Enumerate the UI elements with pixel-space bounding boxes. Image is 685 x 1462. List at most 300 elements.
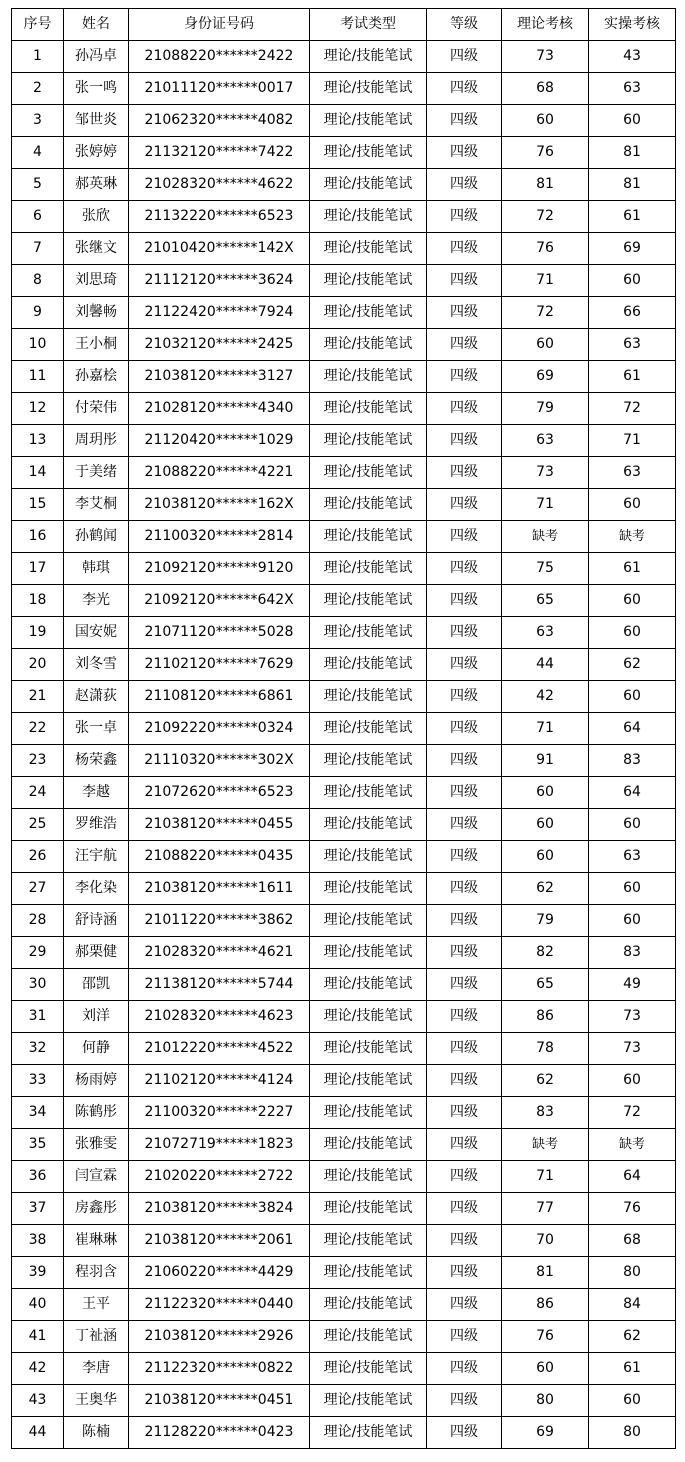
cell-name: 邹世炎 bbox=[64, 105, 129, 137]
cell-index: 9 bbox=[12, 297, 64, 329]
cell-exam-type: 理论/技能笔试 bbox=[310, 137, 427, 169]
cell-index: 3 bbox=[12, 105, 64, 137]
cell-practical-score: 72 bbox=[589, 393, 676, 425]
cell-practical-score: 60 bbox=[589, 265, 676, 297]
cell-name: 付荣伟 bbox=[64, 393, 129, 425]
cell-practical-score: 61 bbox=[589, 1353, 676, 1385]
cell-exam-type: 理论/技能笔试 bbox=[310, 649, 427, 681]
cell-theory-score: 68 bbox=[502, 73, 589, 105]
cell-id-number: 21088220******2422 bbox=[129, 41, 310, 73]
table-row bbox=[12, 265, 676, 297]
cell-index: 14 bbox=[12, 457, 64, 489]
cell-level: 四级 bbox=[427, 1385, 502, 1417]
cell-level: 四级 bbox=[427, 361, 502, 393]
cell-exam-type: 理论/技能笔试 bbox=[310, 265, 427, 297]
cell-level: 四级 bbox=[427, 393, 502, 425]
cell-name: 孙冯卓 bbox=[64, 41, 129, 73]
cell-name: 王平 bbox=[64, 1289, 129, 1321]
cell-theory-score: 60 bbox=[502, 777, 589, 809]
cell-id-number: 21132220******6523 bbox=[129, 201, 310, 233]
header-id-number: 身份证号码 bbox=[129, 9, 310, 41]
cell-theory-score: 60 bbox=[502, 809, 589, 841]
cell-exam-type: 理论/技能笔试 bbox=[310, 1193, 427, 1225]
cell-name: 闫宣霖 bbox=[64, 1161, 129, 1193]
cell-index: 44 bbox=[12, 1417, 64, 1449]
table-row bbox=[12, 1225, 676, 1257]
cell-name: 李光 bbox=[64, 585, 129, 617]
cell-practical-score: 60 bbox=[589, 809, 676, 841]
table-row bbox=[12, 1385, 676, 1417]
cell-level: 四级 bbox=[427, 553, 502, 585]
cell-level: 四级 bbox=[427, 1065, 502, 1097]
table-row bbox=[12, 873, 676, 905]
cell-exam-type: 理论/技能笔试 bbox=[310, 937, 427, 969]
cell-practical-score: 61 bbox=[589, 201, 676, 233]
cell-theory-score: 63 bbox=[502, 617, 589, 649]
cell-practical-score: 63 bbox=[589, 841, 676, 873]
cell-theory-score: 79 bbox=[502, 905, 589, 937]
cell-theory-score: 71 bbox=[502, 265, 589, 297]
cell-exam-type: 理论/技能笔试 bbox=[310, 841, 427, 873]
cell-name: 程羽含 bbox=[64, 1257, 129, 1289]
cell-name: 刘馨畅 bbox=[64, 297, 129, 329]
cell-level: 四级 bbox=[427, 265, 502, 297]
cell-id-number: 21088220******4221 bbox=[129, 457, 310, 489]
cell-practical-score: 63 bbox=[589, 329, 676, 361]
table-row bbox=[12, 649, 676, 681]
cell-id-number: 21011220******3862 bbox=[129, 905, 310, 937]
cell-index: 7 bbox=[12, 233, 64, 265]
cell-id-number: 21122320******0440 bbox=[129, 1289, 310, 1321]
cell-name: 周玥彤 bbox=[64, 425, 129, 457]
table-row bbox=[12, 1417, 676, 1449]
cell-exam-type: 理论/技能笔试 bbox=[310, 1289, 427, 1321]
cell-theory-score: 62 bbox=[502, 1065, 589, 1097]
cell-theory-score: 42 bbox=[502, 681, 589, 713]
cell-level: 四级 bbox=[427, 489, 502, 521]
cell-index: 19 bbox=[12, 617, 64, 649]
cell-id-number: 21032120******2425 bbox=[129, 329, 310, 361]
cell-id-number: 21138120******5744 bbox=[129, 969, 310, 1001]
cell-level: 四级 bbox=[427, 1289, 502, 1321]
cell-exam-type: 理论/技能笔试 bbox=[310, 1385, 427, 1417]
cell-level: 四级 bbox=[427, 137, 502, 169]
cell-level: 四级 bbox=[427, 105, 502, 137]
cell-exam-type: 理论/技能笔试 bbox=[310, 329, 427, 361]
cell-theory-score: 62 bbox=[502, 873, 589, 905]
table-row bbox=[12, 1321, 676, 1353]
cell-id-number: 21122420******7924 bbox=[129, 297, 310, 329]
cell-name: 邵凯 bbox=[64, 969, 129, 1001]
cell-exam-type: 理论/技能笔试 bbox=[310, 361, 427, 393]
cell-name: 刘思琦 bbox=[64, 265, 129, 297]
cell-exam-type: 理论/技能笔试 bbox=[310, 393, 427, 425]
cell-level: 四级 bbox=[427, 297, 502, 329]
cell-level: 四级 bbox=[427, 233, 502, 265]
cell-practical-score: 81 bbox=[589, 169, 676, 201]
cell-name: 赵潇荻 bbox=[64, 681, 129, 713]
table-row bbox=[12, 553, 676, 585]
table-row bbox=[12, 393, 676, 425]
cell-theory-score: 缺考 bbox=[502, 1129, 589, 1161]
cell-level: 四级 bbox=[427, 1001, 502, 1033]
header-exam-type: 考试类型 bbox=[310, 9, 427, 41]
cell-practical-score: 62 bbox=[589, 649, 676, 681]
table-row bbox=[12, 1193, 676, 1225]
cell-index: 38 bbox=[12, 1225, 64, 1257]
cell-name: 张一鸣 bbox=[64, 73, 129, 105]
cell-id-number: 21132120******7422 bbox=[129, 137, 310, 169]
cell-theory-score: 81 bbox=[502, 1257, 589, 1289]
cell-level: 四级 bbox=[427, 457, 502, 489]
cell-practical-score: 62 bbox=[589, 1321, 676, 1353]
cell-practical-score: 71 bbox=[589, 425, 676, 457]
cell-practical-score: 64 bbox=[589, 1161, 676, 1193]
table-row bbox=[12, 201, 676, 233]
cell-theory-score: 86 bbox=[502, 1001, 589, 1033]
cell-id-number: 21028320******4622 bbox=[129, 169, 310, 201]
table-row bbox=[12, 137, 676, 169]
header-name: 姓名 bbox=[64, 9, 129, 41]
cell-exam-type: 理论/技能笔试 bbox=[310, 1353, 427, 1385]
table-row bbox=[12, 681, 676, 713]
cell-level: 四级 bbox=[427, 201, 502, 233]
cell-level: 四级 bbox=[427, 1161, 502, 1193]
cell-index: 17 bbox=[12, 553, 64, 585]
cell-practical-score: 60 bbox=[589, 585, 676, 617]
cell-level: 四级 bbox=[427, 1193, 502, 1225]
cell-practical-score: 73 bbox=[589, 1001, 676, 1033]
cell-exam-type: 理论/技能笔试 bbox=[310, 1001, 427, 1033]
cell-practical-score: 63 bbox=[589, 73, 676, 105]
cell-name: 房鑫彤 bbox=[64, 1193, 129, 1225]
cell-exam-type: 理论/技能笔试 bbox=[310, 809, 427, 841]
cell-exam-type: 理论/技能笔试 bbox=[310, 585, 427, 617]
cell-theory-score: 65 bbox=[502, 585, 589, 617]
cell-id-number: 21060220******4429 bbox=[129, 1257, 310, 1289]
cell-theory-score: 71 bbox=[502, 489, 589, 521]
cell-index: 42 bbox=[12, 1353, 64, 1385]
cell-level: 四级 bbox=[427, 169, 502, 201]
cell-exam-type: 理论/技能笔试 bbox=[310, 489, 427, 521]
cell-level: 四级 bbox=[427, 1417, 502, 1449]
cell-level: 四级 bbox=[427, 617, 502, 649]
cell-theory-score: 71 bbox=[502, 713, 589, 745]
table-row bbox=[12, 425, 676, 457]
cell-exam-type: 理论/技能笔试 bbox=[310, 1417, 427, 1449]
cell-level: 四级 bbox=[427, 73, 502, 105]
cell-id-number: 21020220******2722 bbox=[129, 1161, 310, 1193]
cell-name: 孙鹤闻 bbox=[64, 521, 129, 553]
cell-level: 四级 bbox=[427, 329, 502, 361]
header-index: 序号 bbox=[12, 9, 64, 41]
cell-index: 6 bbox=[12, 201, 64, 233]
table-row bbox=[12, 617, 676, 649]
cell-name: 李艾桐 bbox=[64, 489, 129, 521]
cell-level: 四级 bbox=[427, 713, 502, 745]
cell-id-number: 21102120******7629 bbox=[129, 649, 310, 681]
cell-level: 四级 bbox=[427, 1353, 502, 1385]
cell-id-number: 21038120******2926 bbox=[129, 1321, 310, 1353]
cell-level: 四级 bbox=[427, 937, 502, 969]
cell-name: 张雅雯 bbox=[64, 1129, 129, 1161]
table-row bbox=[12, 233, 676, 265]
cell-index: 1 bbox=[12, 41, 64, 73]
table-row bbox=[12, 41, 676, 73]
table-header-row bbox=[12, 9, 676, 41]
cell-exam-type: 理论/技能笔试 bbox=[310, 1097, 427, 1129]
cell-theory-score: 69 bbox=[502, 361, 589, 393]
cell-practical-score: 72 bbox=[589, 1097, 676, 1129]
table-row bbox=[12, 585, 676, 617]
cell-level: 四级 bbox=[427, 649, 502, 681]
cell-index: 20 bbox=[12, 649, 64, 681]
cell-name: 于美绪 bbox=[64, 457, 129, 489]
cell-theory-score: 73 bbox=[502, 457, 589, 489]
cell-practical-score: 81 bbox=[589, 137, 676, 169]
cell-name: 杨荣鑫 bbox=[64, 745, 129, 777]
cell-theory-score: 78 bbox=[502, 1033, 589, 1065]
cell-id-number: 21092120******9120 bbox=[129, 553, 310, 585]
cell-id-number: 21110320******302X bbox=[129, 745, 310, 777]
cell-exam-type: 理论/技能笔试 bbox=[310, 617, 427, 649]
cell-id-number: 21038120******3824 bbox=[129, 1193, 310, 1225]
cell-id-number: 21011120******0017 bbox=[129, 73, 310, 105]
cell-id-number: 21028320******4621 bbox=[129, 937, 310, 969]
cell-practical-score: 43 bbox=[589, 41, 676, 73]
table-row bbox=[12, 1257, 676, 1289]
cell-theory-score: 72 bbox=[502, 201, 589, 233]
cell-theory-score: 60 bbox=[502, 329, 589, 361]
cell-theory-score: 82 bbox=[502, 937, 589, 969]
cell-name: 陈鹤彤 bbox=[64, 1097, 129, 1129]
cell-exam-type: 理论/技能笔试 bbox=[310, 105, 427, 137]
cell-practical-score: 69 bbox=[589, 233, 676, 265]
cell-level: 四级 bbox=[427, 1321, 502, 1353]
table-row bbox=[12, 1001, 676, 1033]
cell-level: 四级 bbox=[427, 41, 502, 73]
cell-level: 四级 bbox=[427, 809, 502, 841]
cell-exam-type: 理论/技能笔试 bbox=[310, 777, 427, 809]
cell-index: 31 bbox=[12, 1001, 64, 1033]
cell-name: 张继文 bbox=[64, 233, 129, 265]
cell-level: 四级 bbox=[427, 681, 502, 713]
cell-index: 43 bbox=[12, 1385, 64, 1417]
cell-name: 孙嘉桧 bbox=[64, 361, 129, 393]
cell-level: 四级 bbox=[427, 905, 502, 937]
cell-theory-score: 80 bbox=[502, 1385, 589, 1417]
cell-level: 四级 bbox=[427, 841, 502, 873]
cell-name: 张一卓 bbox=[64, 713, 129, 745]
cell-exam-type: 理论/技能笔试 bbox=[310, 873, 427, 905]
cell-theory-score: 63 bbox=[502, 425, 589, 457]
cell-practical-score: 83 bbox=[589, 745, 676, 777]
table-row bbox=[12, 329, 676, 361]
cell-index: 27 bbox=[12, 873, 64, 905]
cell-level: 四级 bbox=[427, 873, 502, 905]
cell-index: 5 bbox=[12, 169, 64, 201]
cell-index: 40 bbox=[12, 1289, 64, 1321]
cell-index: 24 bbox=[12, 777, 64, 809]
cell-theory-score: 70 bbox=[502, 1225, 589, 1257]
cell-exam-type: 理论/技能笔试 bbox=[310, 41, 427, 73]
cell-theory-score: 44 bbox=[502, 649, 589, 681]
cell-id-number: 21028320******4623 bbox=[129, 1001, 310, 1033]
cell-exam-type: 理论/技能笔试 bbox=[310, 425, 427, 457]
cell-theory-score: 65 bbox=[502, 969, 589, 1001]
cell-exam-type: 理论/技能笔试 bbox=[310, 233, 427, 265]
cell-practical-score: 60 bbox=[589, 489, 676, 521]
cell-index: 35 bbox=[12, 1129, 64, 1161]
cell-theory-score: 86 bbox=[502, 1289, 589, 1321]
cell-index: 26 bbox=[12, 841, 64, 873]
cell-practical-score: 80 bbox=[589, 1257, 676, 1289]
cell-exam-type: 理论/技能笔试 bbox=[310, 169, 427, 201]
cell-name: 汪宇航 bbox=[64, 841, 129, 873]
cell-name: 李化染 bbox=[64, 873, 129, 905]
table-row bbox=[12, 1353, 676, 1385]
cell-index: 21 bbox=[12, 681, 64, 713]
cell-name: 郝栗健 bbox=[64, 937, 129, 969]
table-row bbox=[12, 521, 676, 553]
cell-level: 四级 bbox=[427, 585, 502, 617]
cell-exam-type: 理论/技能笔试 bbox=[310, 1161, 427, 1193]
cell-id-number: 21072719******1823 bbox=[129, 1129, 310, 1161]
cell-theory-score: 76 bbox=[502, 137, 589, 169]
cell-name: 郝英琳 bbox=[64, 169, 129, 201]
cell-id-number: 21102120******4124 bbox=[129, 1065, 310, 1097]
cell-name: 何静 bbox=[64, 1033, 129, 1065]
cell-practical-score: 76 bbox=[589, 1193, 676, 1225]
cell-practical-score: 63 bbox=[589, 457, 676, 489]
cell-practical-score: 60 bbox=[589, 1385, 676, 1417]
cell-practical-score: 缺考 bbox=[589, 1129, 676, 1161]
table-row bbox=[12, 1065, 676, 1097]
cell-index: 16 bbox=[12, 521, 64, 553]
cell-exam-type: 理论/技能笔试 bbox=[310, 1321, 427, 1353]
cell-index: 34 bbox=[12, 1097, 64, 1129]
cell-practical-score: 60 bbox=[589, 617, 676, 649]
cell-theory-score: 76 bbox=[502, 233, 589, 265]
cell-index: 12 bbox=[12, 393, 64, 425]
cell-name: 国安妮 bbox=[64, 617, 129, 649]
cell-theory-score: 缺考 bbox=[502, 521, 589, 553]
cell-index: 22 bbox=[12, 713, 64, 745]
cell-id-number: 21120420******1029 bbox=[129, 425, 310, 457]
cell-name: 刘冬雪 bbox=[64, 649, 129, 681]
table-row bbox=[12, 841, 676, 873]
cell-exam-type: 理论/技能笔试 bbox=[310, 1225, 427, 1257]
cell-name: 张欣 bbox=[64, 201, 129, 233]
cell-id-number: 21038120******162X bbox=[129, 489, 310, 521]
table-row bbox=[12, 745, 676, 777]
table-row bbox=[12, 1289, 676, 1321]
cell-theory-score: 60 bbox=[502, 105, 589, 137]
cell-theory-score: 91 bbox=[502, 745, 589, 777]
cell-exam-type: 理论/技能笔试 bbox=[310, 1033, 427, 1065]
cell-theory-score: 60 bbox=[502, 841, 589, 873]
header-theory-score: 理论考核 bbox=[502, 9, 589, 41]
cell-theory-score: 75 bbox=[502, 553, 589, 585]
cell-theory-score: 81 bbox=[502, 169, 589, 201]
cell-name: 张婷婷 bbox=[64, 137, 129, 169]
cell-index: 18 bbox=[12, 585, 64, 617]
table-row bbox=[12, 489, 676, 521]
cell-level: 四级 bbox=[427, 1257, 502, 1289]
table-row bbox=[12, 905, 676, 937]
cell-id-number: 21062320******4082 bbox=[129, 105, 310, 137]
table-row bbox=[12, 937, 676, 969]
cell-index: 8 bbox=[12, 265, 64, 297]
cell-theory-score: 73 bbox=[502, 41, 589, 73]
cell-exam-type: 理论/技能笔试 bbox=[310, 1257, 427, 1289]
cell-practical-score: 61 bbox=[589, 361, 676, 393]
cell-name: 王小桐 bbox=[64, 329, 129, 361]
cell-name: 韩琪 bbox=[64, 553, 129, 585]
cell-level: 四级 bbox=[427, 745, 502, 777]
cell-exam-type: 理论/技能笔试 bbox=[310, 905, 427, 937]
table-body bbox=[12, 41, 676, 1449]
cell-id-number: 21108120******6861 bbox=[129, 681, 310, 713]
table-row bbox=[12, 297, 676, 329]
cell-id-number: 21128220******0423 bbox=[129, 1417, 310, 1449]
cell-name: 陈楠 bbox=[64, 1417, 129, 1449]
cell-practical-score: 60 bbox=[589, 905, 676, 937]
cell-index: 37 bbox=[12, 1193, 64, 1225]
cell-id-number: 21038120******2061 bbox=[129, 1225, 310, 1257]
cell-theory-score: 71 bbox=[502, 1161, 589, 1193]
cell-index: 23 bbox=[12, 745, 64, 777]
cell-exam-type: 理论/技能笔试 bbox=[310, 297, 427, 329]
cell-id-number: 21122320******0822 bbox=[129, 1353, 310, 1385]
cell-name: 刘洋 bbox=[64, 1001, 129, 1033]
cell-name: 舒诗涵 bbox=[64, 905, 129, 937]
cell-exam-type: 理论/技能笔试 bbox=[310, 521, 427, 553]
cell-index: 30 bbox=[12, 969, 64, 1001]
table-row bbox=[12, 777, 676, 809]
table-row bbox=[12, 809, 676, 841]
cell-level: 四级 bbox=[427, 1129, 502, 1161]
table-row bbox=[12, 1161, 676, 1193]
table-row bbox=[12, 1033, 676, 1065]
cell-index: 32 bbox=[12, 1033, 64, 1065]
table-row bbox=[12, 969, 676, 1001]
cell-practical-score: 73 bbox=[589, 1033, 676, 1065]
cell-id-number: 21071120******5028 bbox=[129, 617, 310, 649]
cell-exam-type: 理论/技能笔试 bbox=[310, 457, 427, 489]
cell-index: 41 bbox=[12, 1321, 64, 1353]
table-row bbox=[12, 1097, 676, 1129]
cell-name: 李唐 bbox=[64, 1353, 129, 1385]
cell-id-number: 21100320******2227 bbox=[129, 1097, 310, 1129]
cell-exam-type: 理论/技能笔试 bbox=[310, 969, 427, 1001]
cell-index: 33 bbox=[12, 1065, 64, 1097]
cell-id-number: 21072620******6523 bbox=[129, 777, 310, 809]
cell-index: 2 bbox=[12, 73, 64, 105]
cell-exam-type: 理论/技能笔试 bbox=[310, 73, 427, 105]
cell-index: 10 bbox=[12, 329, 64, 361]
cell-level: 四级 bbox=[427, 1225, 502, 1257]
cell-id-number: 21092120******642X bbox=[129, 585, 310, 617]
cell-theory-score: 77 bbox=[502, 1193, 589, 1225]
cell-index: 11 bbox=[12, 361, 64, 393]
cell-exam-type: 理论/技能笔试 bbox=[310, 745, 427, 777]
cell-index: 13 bbox=[12, 425, 64, 457]
table-row bbox=[12, 169, 676, 201]
cell-level: 四级 bbox=[427, 1033, 502, 1065]
cell-name: 王奥华 bbox=[64, 1385, 129, 1417]
cell-index: 39 bbox=[12, 1257, 64, 1289]
